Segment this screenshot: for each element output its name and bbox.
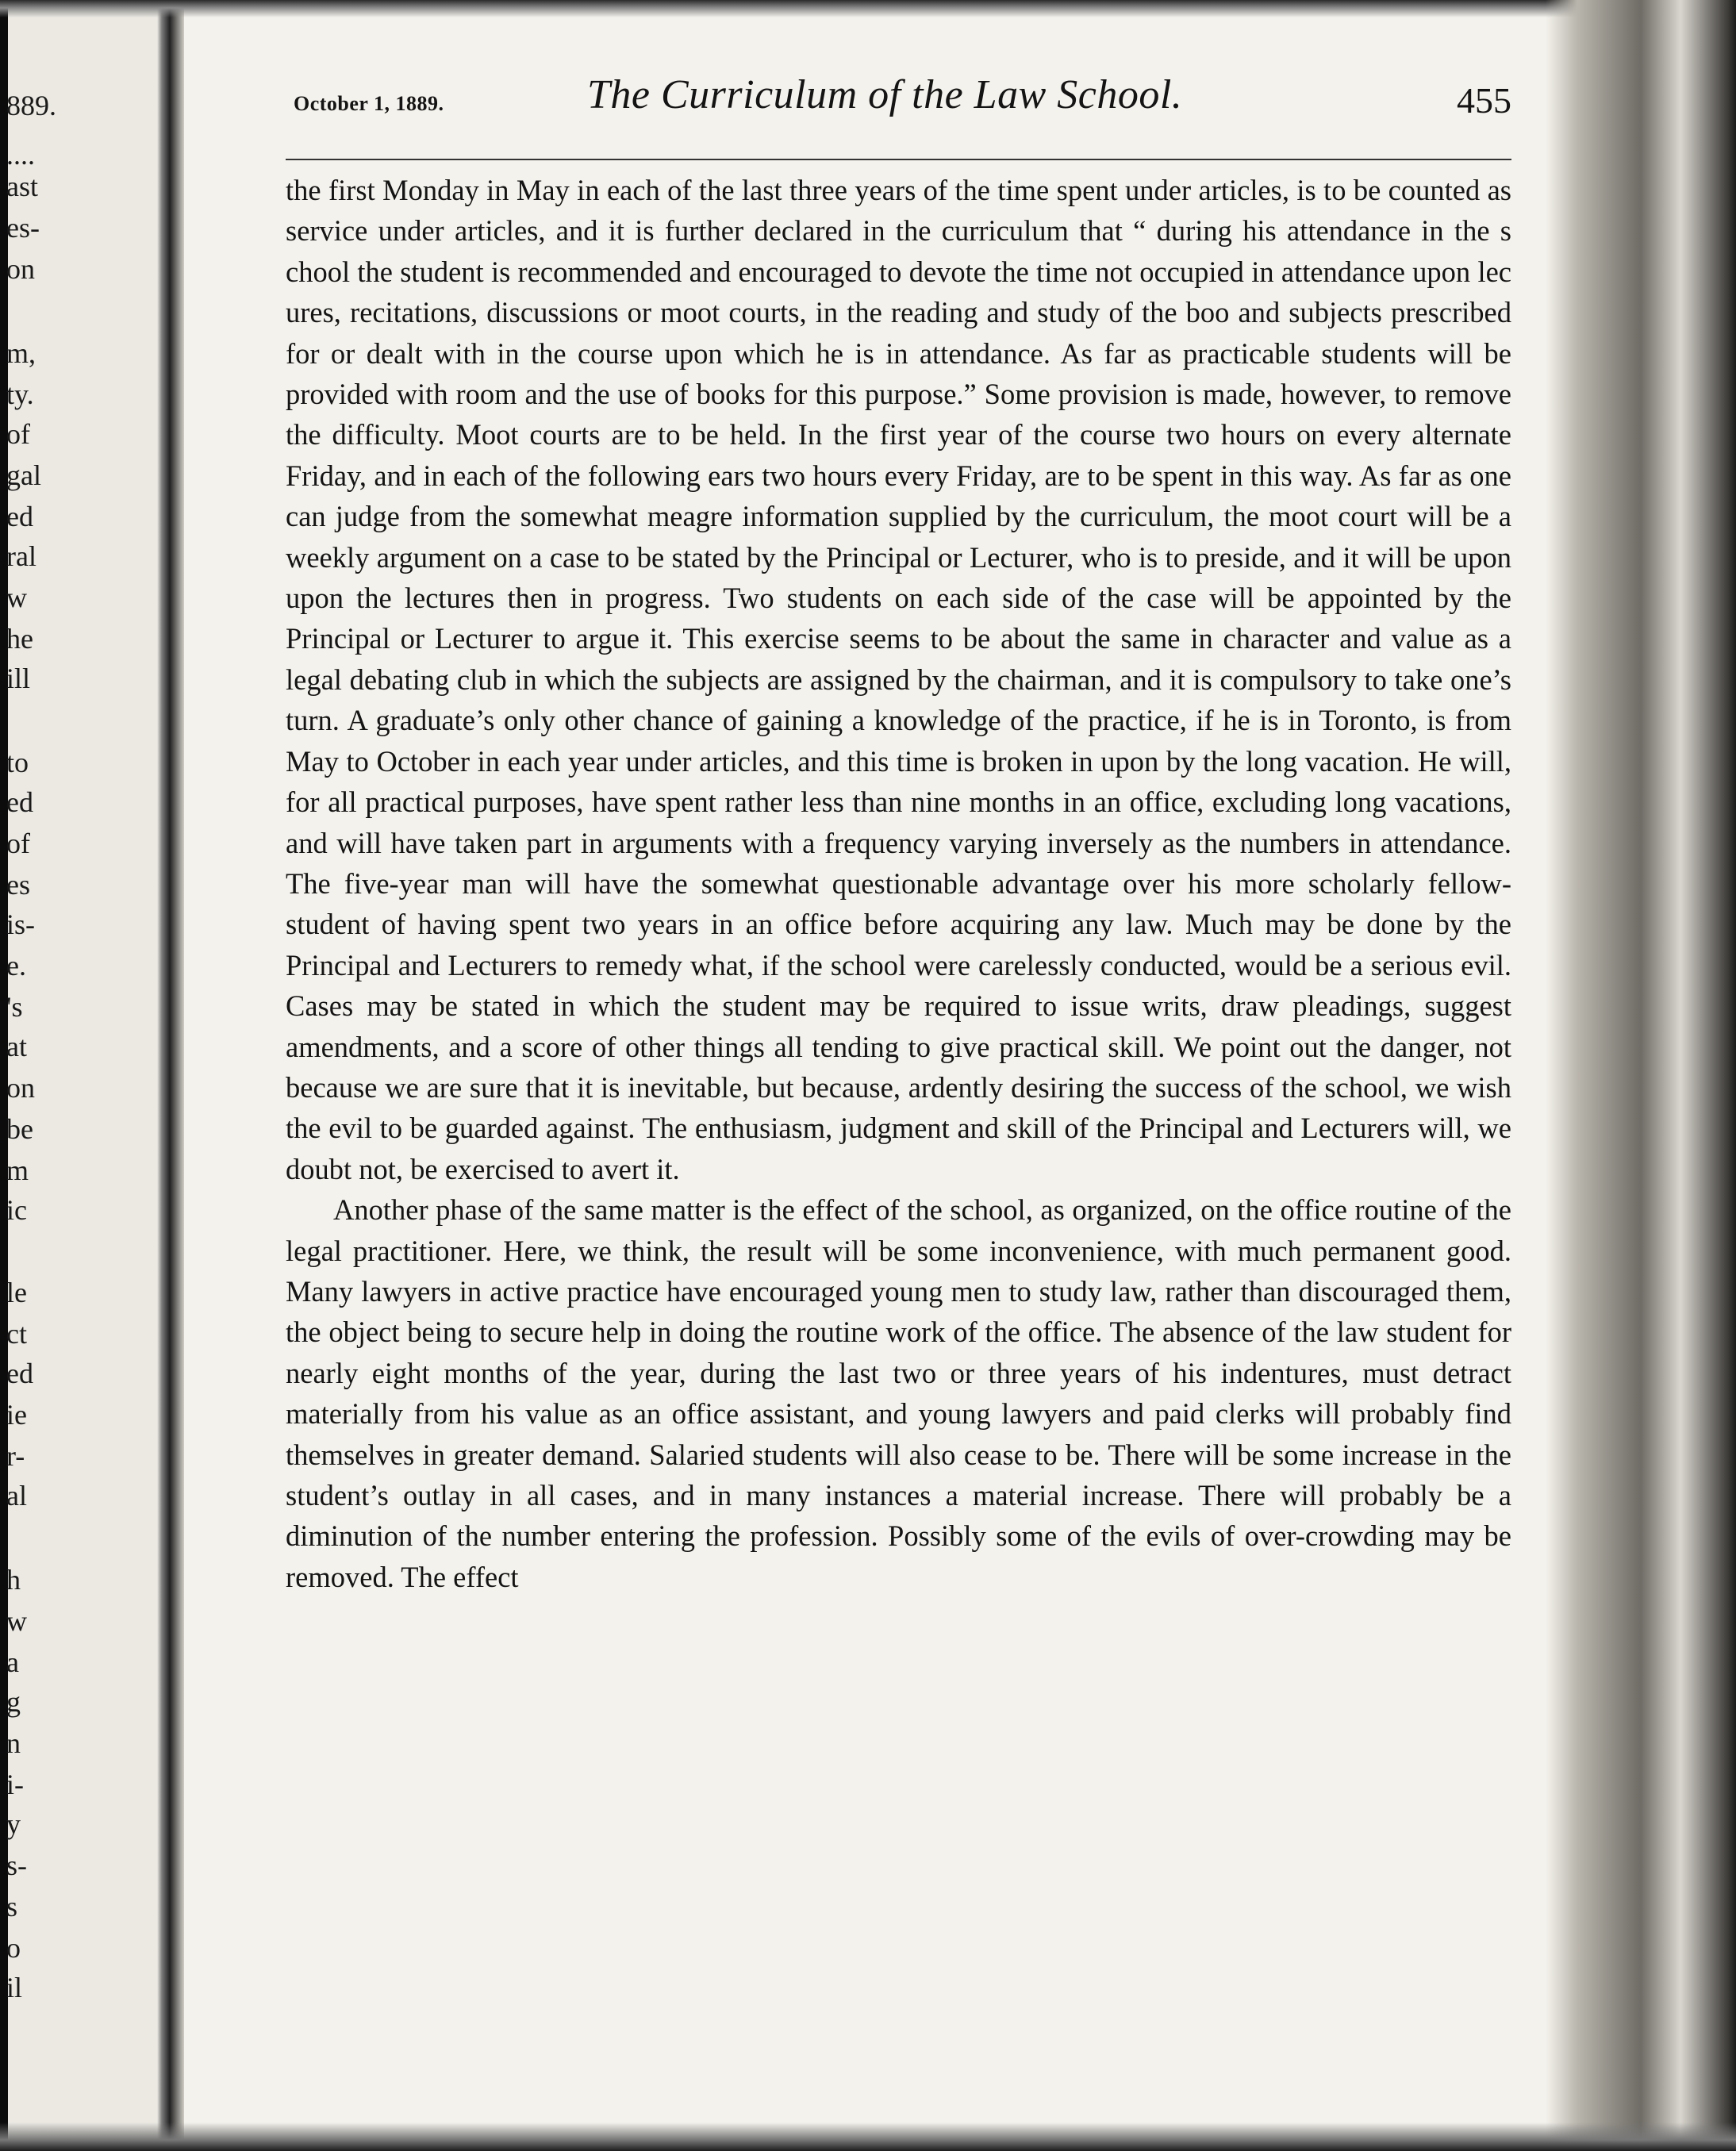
margin-fragment: al xyxy=(6,1480,27,1511)
article-body xyxy=(286,170,1511,1597)
margin-fragment: a xyxy=(6,1646,19,1678)
margin-fragment: of xyxy=(6,828,30,859)
margin-fragment: le xyxy=(6,1277,27,1308)
margin-fragment: ie xyxy=(6,1399,27,1431)
margin-fragment: 's xyxy=(6,991,23,1023)
document-page xyxy=(286,71,1511,1597)
margin-fragment: m xyxy=(6,1154,29,1186)
header-title: The Curriculum of the Law School. xyxy=(587,72,1183,117)
running-header xyxy=(286,71,1511,160)
margin-fragment: gal xyxy=(6,459,41,491)
margin-fragment: e. xyxy=(6,950,26,981)
margin-fragment: il xyxy=(6,1972,23,2003)
scan-right-edge xyxy=(1546,0,1736,2151)
previous-page-margin-fragments xyxy=(6,0,54,2151)
header-date: October 1, 1889. xyxy=(294,92,444,115)
margin-fragment: ed xyxy=(6,501,33,532)
margin-fragment: ed xyxy=(6,786,33,818)
margin-fragment: ty. xyxy=(6,378,34,410)
page-number: 455 xyxy=(1457,80,1511,121)
margin-fragment: is- xyxy=(6,908,35,940)
margin-fragment: s xyxy=(6,1891,18,1922)
margin-fragment: ic xyxy=(6,1194,27,1226)
paragraph-2: Another phase of the same matter is the effect of the school, as organized, on the office routine of the legal practitioner. Here, we think, the result will be some inconvenience, with much permanent good. Many lawyers in active practice have encouraged young men to study law, rather than discouraged them, the object being to secure help in doing the routine work of the office. The absence of the law student for nearly eight months of the year, during the last two or three years of his indentures, must detract materially from his value as an office assistant, and young lawyers and paid clerks will probably find themselves in greater demand. Salaried students will also cease to be. There will be some increase in the student’s outlay in all cases, and in many instances a material increase. There will probably be a diminution of the number entering the profession. Possibly some of the evils of over-crowding may be removed. The effect xyxy=(286,1193,1511,1593)
scan-top-edge xyxy=(0,0,1736,17)
margin-fragment: w xyxy=(6,582,27,613)
margin-fragment: ast xyxy=(6,171,38,202)
margin-fragment: at xyxy=(6,1031,27,1062)
margin-fragment: s- xyxy=(6,1849,27,1881)
margin-fragment: y xyxy=(6,1808,21,1840)
margin-fragment: on xyxy=(6,253,35,285)
paragraph-1: the first Monday in May in each of the last three years of the time spent under articles, is to be counted as service under articles, and it is further declared in the curriculum that “ during his attendance in the s chool the student is recommended and encouraged to devote the time not occupied in attendance upon lec ures, recitations, discussions or moot courts, in the reading and study of the boo and subjects prescribed for or dealt with in the course upon which he is in attendance. As far as practicable students will be provided with room and the use of books for this purpose.” Some provision is made, however, to remove the difficulty. Moot courts are to be held. In the first year of the course two hours on every alternate Friday, and in each of the following ears two hours every Friday, are to be spent in this way. As far as one can judge from the somewhat meagre information supplied by the curriculum, the moot court will be a weekly argument on a case to be stated by the Principal or Lecturer, who is to preside, and it will be upon upon the lectures then in progress. Two students on each side of the case will be appointed by the Principal or Lecturer to argue it. This exercise seems to be about the same in character and value as a legal debating club in which the subjects are assigned by the chairman, and it is compulsory to take one’s turn. A graduate’s only other chance of gaining a knowledge of the practice, if he is in Toronto, is from May to October in each year under articles, and this time is broken in upon by the long vacation. He will, for all practical purposes, have spent rather less than nine months in an office, excluding long vacations, and will have taken part in arguments with a frequency varying inversely as the numbers in attendance. The five-year man will have the somewhat questionable advantage over his more scholarly fellow-student of having spent two years in an office before acquiring any law. Much may be done by the Principal and Lecturers to remedy what, if the school were carelessly conducted, would be a serious evil. Cases may be stated in which the student may be required to issue writs, draw pleadings, suggest amendments, and a score of other things all tending to give practical skill. We point out the danger, not because we are sure that it is inevitable, but because, ardently desiring the success of the school, we wish the evil to be guarded against. The enthusiasm, judgment and skill of the Principal and Lecturers will, we doubt not, be exercised to avert it. xyxy=(286,174,1511,1185)
margin-fragment: n xyxy=(6,1727,21,1759)
margin-fragment: h xyxy=(6,1564,21,1596)
margin-fragment: r- xyxy=(6,1440,25,1472)
margin-fragment: i- xyxy=(6,1769,24,1800)
margin-fragment: w xyxy=(6,1605,27,1637)
margin-fragment: g xyxy=(6,1686,21,1718)
margin-fragment: m, xyxy=(6,337,36,369)
margin-fragment: es xyxy=(6,869,30,901)
margin-fragment: to xyxy=(6,747,29,778)
margin-fragment: ill xyxy=(6,663,31,694)
margin-fragment: of xyxy=(6,418,30,450)
margin-fragment: on xyxy=(6,1072,35,1104)
margin-fragment: ed xyxy=(6,1358,33,1389)
scan-bottom-edge xyxy=(0,2122,1736,2151)
margin-fragment: 889. xyxy=(6,90,56,121)
margin-fragment: ct xyxy=(6,1318,27,1350)
margin-fragment: he xyxy=(6,623,33,655)
margin-fragment: o xyxy=(6,1932,21,1964)
margin-fragment: be xyxy=(6,1113,33,1145)
margin-fragment: .... xyxy=(6,139,35,171)
margin-fragment: ral xyxy=(6,540,36,572)
margin-fragment: es- xyxy=(6,212,40,244)
